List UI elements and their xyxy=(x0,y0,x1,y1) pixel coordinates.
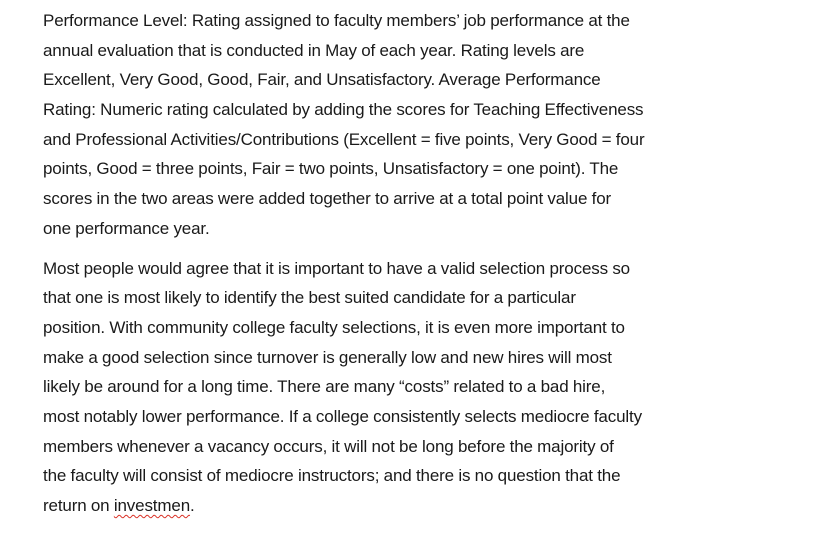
document-body[interactable] xyxy=(43,6,783,521)
text-line: points, Good = three points, Fair = two points, Unsatisfactory = one point). The xyxy=(43,159,619,179)
text-fragment: . xyxy=(190,496,195,515)
paragraph-selection-process xyxy=(43,254,783,521)
paragraph-performance-definitions xyxy=(43,6,783,244)
text-line: likely be around for a long time. There are many “costs” related to a bad hire, xyxy=(43,377,606,397)
text-line: members whenever a vacancy occurs, it will not be long before the majority of xyxy=(43,436,614,456)
text-line: the faculty will consist of mediocre instructors; and there is no question that the xyxy=(43,466,621,486)
text-line: scores in the two areas were added together to arrive at a total point value for xyxy=(43,189,612,209)
text-line: most notably lower performance. If a college consistently selects mediocre faculty xyxy=(43,406,642,426)
spellcheck-flagged-word[interactable]: investmen xyxy=(113,496,191,515)
text-line: make a good selection since turnover is generally low and new hires will most xyxy=(43,347,612,367)
text-line: and Professional Activities/Contributions (Excellent = five points, Very Good = four xyxy=(43,129,645,149)
text-line-last xyxy=(43,491,783,521)
text-line: Most people would agree that it is important to have a valid selection process so xyxy=(43,258,630,278)
text-line: Performance Level: Rating assigned to faculty members’ job performance at the xyxy=(43,11,630,30)
text-line: annual evaluation that is conducted in May of each year. Rating levels are xyxy=(43,40,585,60)
text-line: Excellent, Very Good, Good, Fair, and Unsatisfactory. Average Performance xyxy=(43,70,601,90)
text-line: one performance year. xyxy=(43,218,210,238)
text-fragment: return on xyxy=(43,496,114,515)
text-line: Rating: Numeric rating calculated by adding the scores for Teaching Effectiveness xyxy=(43,100,644,120)
text-line: position. With community college faculty selections, it is even more important to xyxy=(43,317,625,337)
text-line: that one is most likely to identify the best suited candidate for a particular xyxy=(43,288,576,308)
